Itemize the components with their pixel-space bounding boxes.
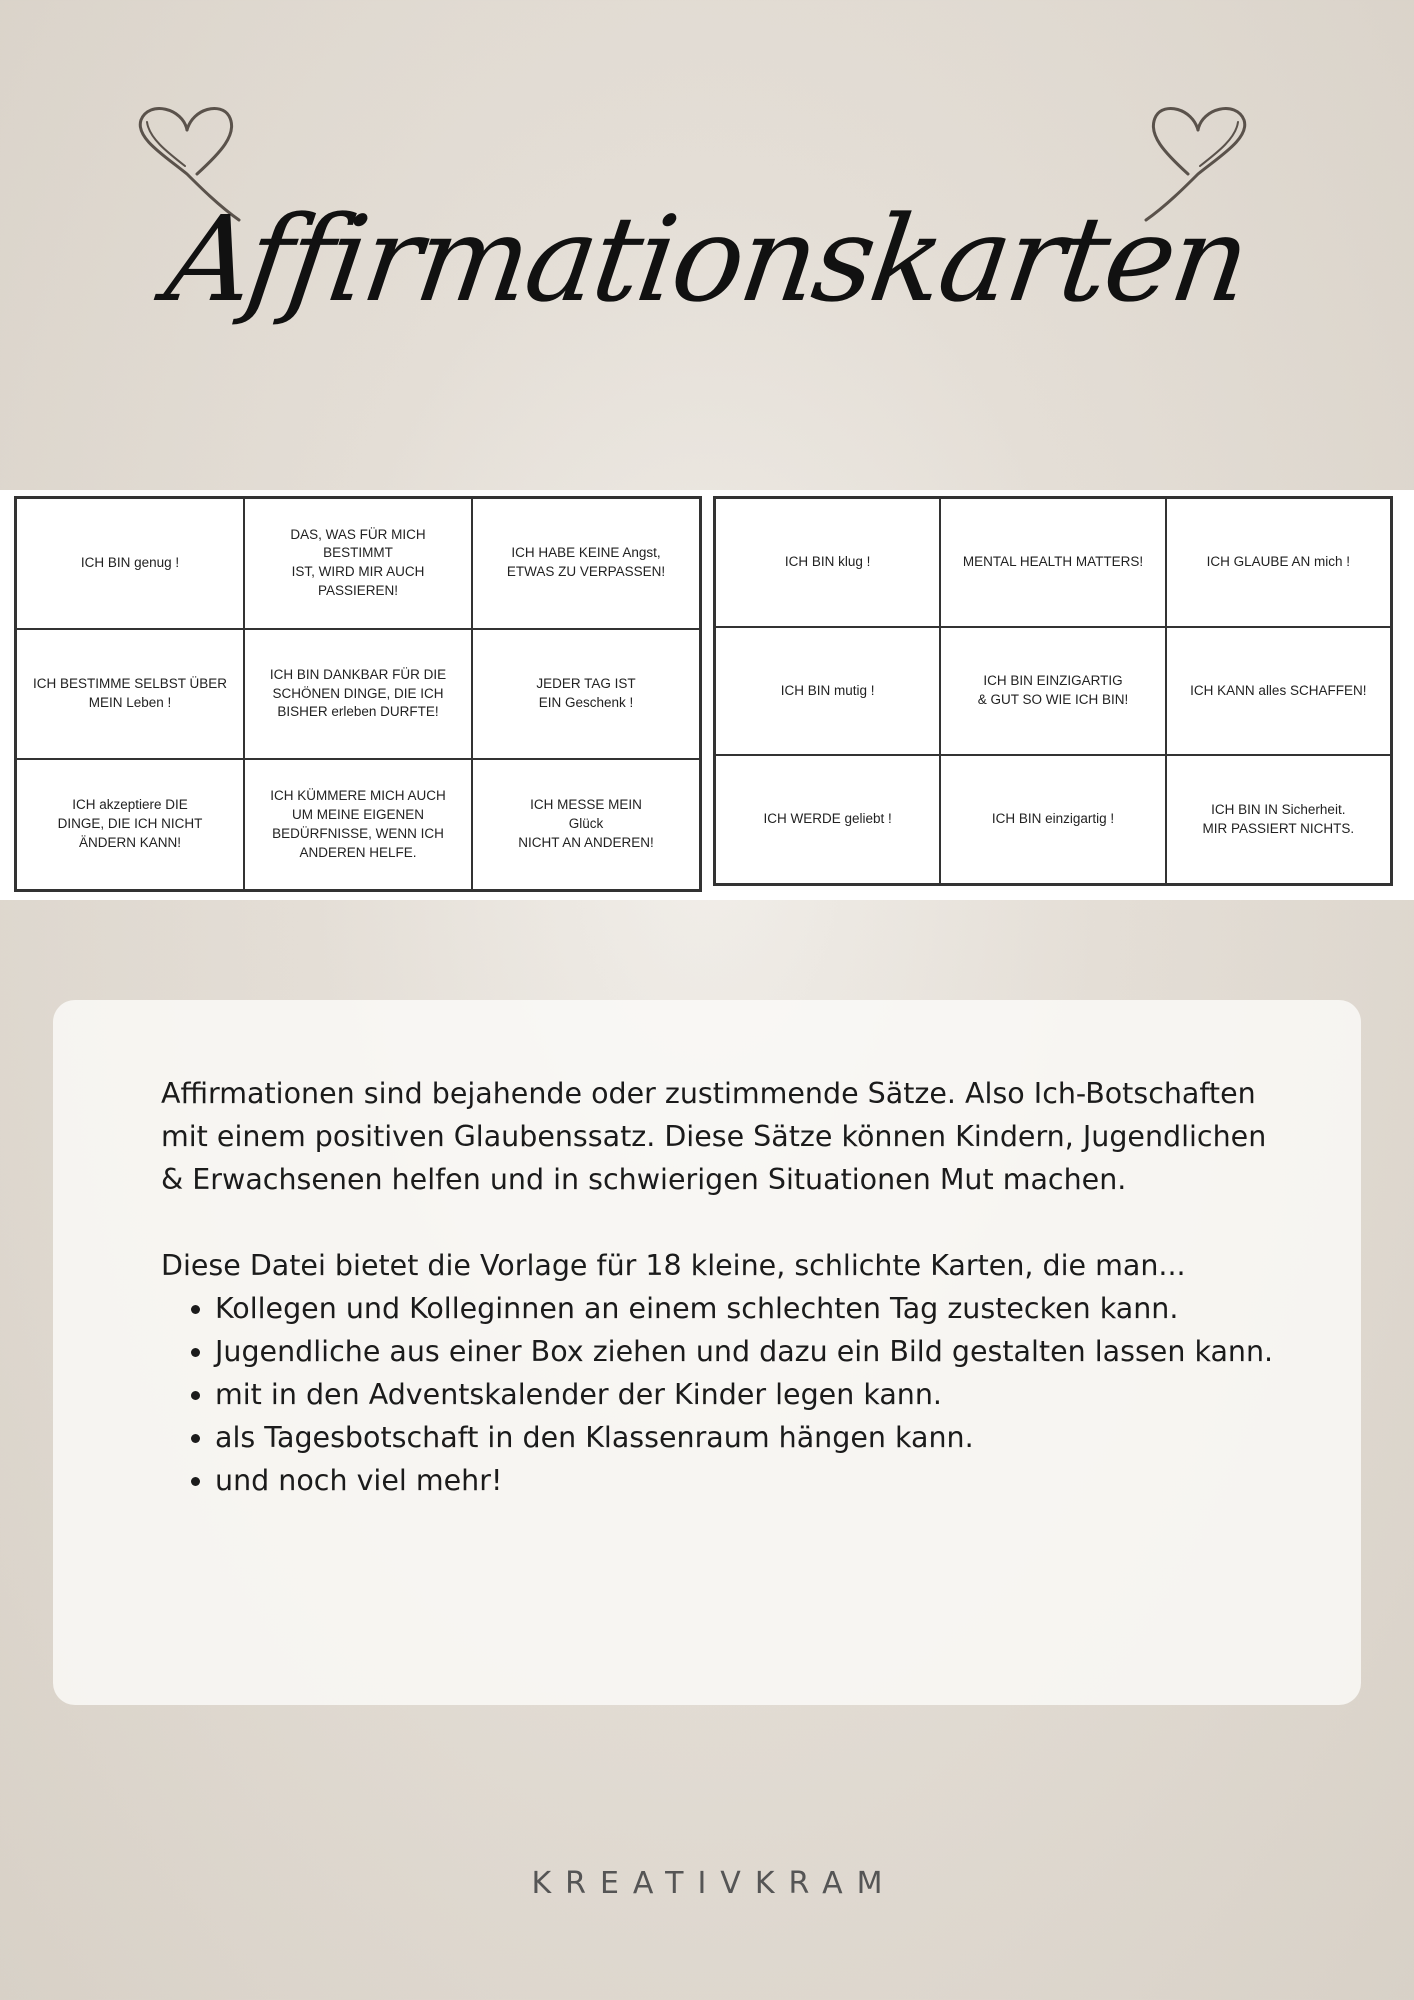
list-item: • und noch viel mehr! [215,1459,1281,1502]
affirmation-card [715,627,940,756]
list-item: • Kollegen und Kolleginnen an einem schlechten Tag zustecken kann. [215,1287,1281,1330]
affirmation-card [16,629,244,760]
card-text: ICH BIN einzigartig ! [991,811,1115,827]
card-text: ICH WERDE geliebt ! [763,811,892,827]
card-sheet-right [713,496,1393,886]
card-text: ICH BIN EINZIGARTIG & GUT SO WIE ICH BIN! [977,673,1129,707]
affirmation-card [715,498,940,627]
card-preview-band [0,490,1414,900]
list-item: • mit in den Adventskalender der Kinder legen kann. [215,1373,1281,1416]
card-text: ICH BESTIMME SELBST ÜBER MEIN Leben ! [32,676,228,710]
card-text: ICH BIN klug ! [784,553,871,569]
card-text: ICH KANN alles SCHAFFEN! [1190,682,1367,698]
card-sheet-left [14,496,702,892]
page-title: Affirmationskarten [158,190,1256,328]
card-text: ICH MESSE MEIN Glück NICHT AN ANDEREN! [518,797,654,851]
description-panel [53,1000,1361,1705]
card-text: MENTAL HEALTH MATTERS! [962,553,1144,569]
card-text: ICH BIN DANKBAR FÜR DIE SCHÖNEN DINGE, DIE ICH BISHER erleben DURFTE! [269,666,447,720]
affirmation-card [1166,498,1391,627]
affirmation-card [1166,755,1391,884]
list-item: • als Tagesbotschaft in den Klassenraum hängen kann. [215,1416,1281,1459]
card-text: DAS, WAS FÜR MICH BESTIMMT IST, WIRD MIR AUCH PASSIEREN! [290,526,426,599]
affirmation-card [1166,627,1391,756]
affirmation-card [940,627,1165,756]
affirmation-card [16,759,244,890]
card-text: ICH HABE KEINE Angst, ETWAS ZU VERPASSEN! [506,545,666,580]
card-text: ICH BIN genug ! [80,554,180,570]
affirmation-card [940,498,1165,627]
usage-list [161,1287,1281,1502]
brand-footer: KREATIVKRAM [531,1866,897,1901]
card-text: ICH akzeptiere DIE DINGE, DIE ICH NICHT ÄNDERN KANN! [57,797,203,851]
affirmation-card [715,755,940,884]
card-text: ICH BIN mutig ! [780,682,875,698]
intro-paragraph: Affirmationen sind bejahende oder zustimmende Sätze. Also Ich-Botschaften mit einem positiven Glaubenssatz. Diese Sätze können Kindern, Jugendlichen & Erwachsenen helfen und in schwierigen Situationen Mut machen. [161,1077,1267,1196]
list-intro: Diese Datei bietet die Vorlage für 18 kleine, schlichte Karten, die man... [161,1249,1186,1282]
card-text: ICH BIN IN Sicherheit. MIR PASSIERT NICHTS. [1202,801,1355,836]
affirmation-card [940,755,1165,884]
card-text: ICH GLAUBE AN mich ! [1206,553,1350,569]
card-text: JEDER TAG IST EIN Geschenk ! [536,676,636,710]
affirmation-card [472,629,700,760]
list-item: • Jugendliche aus einer Box ziehen und dazu ein Bild gestalten lassen kann. [215,1330,1281,1373]
affirmation-card [244,759,472,890]
affirmation-card [472,498,700,629]
affirmation-card [472,759,700,890]
affirmation-card [244,498,472,629]
affirmation-card [16,498,244,629]
card-text: ICH KÜMMERE MICH AUCH UM MEINE EIGENEN BEDÜRFNISSE, WENN ICH ANDEREN HELFE. [270,787,446,860]
affirmation-card [244,629,472,760]
description-text [161,1072,1281,1502]
